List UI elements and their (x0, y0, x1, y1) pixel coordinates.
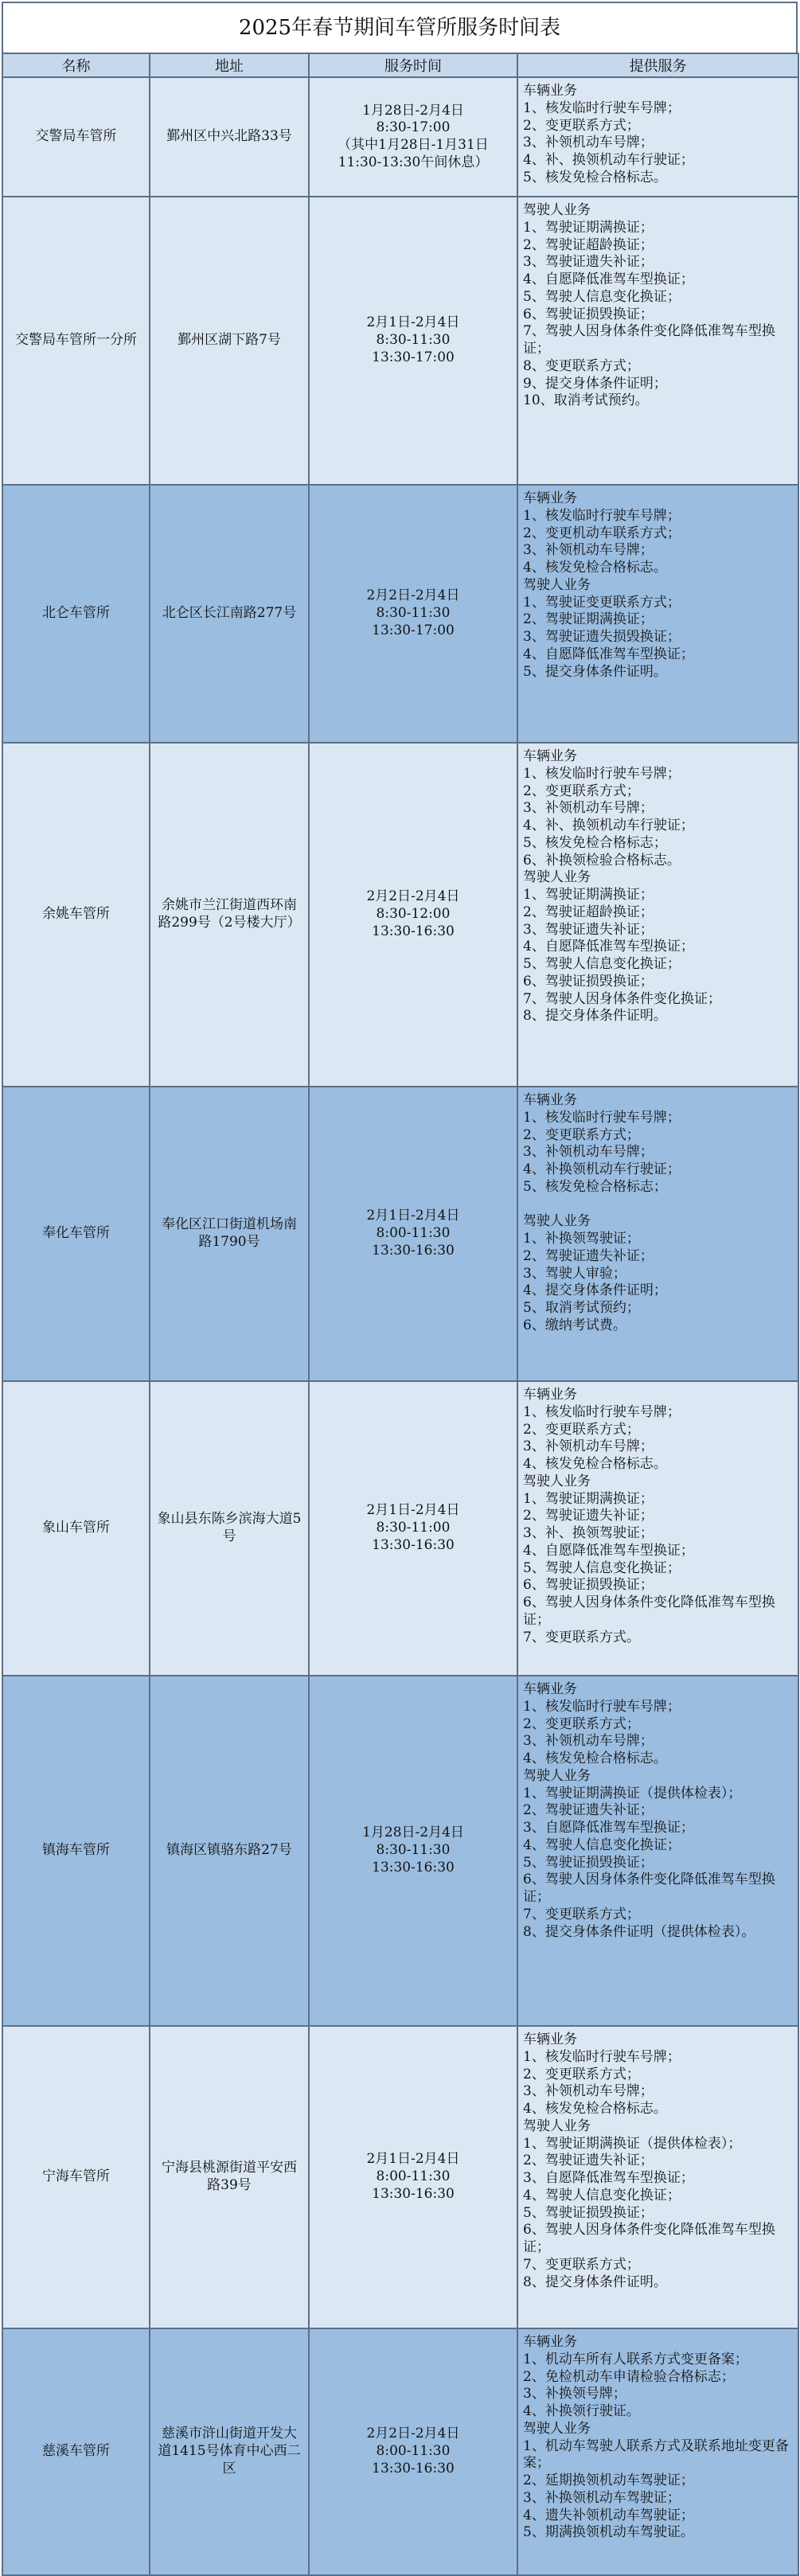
service-item: 1、补换领驾驶证； (523, 1231, 640, 1247)
table-row (2, 1087, 798, 1381)
service-item: 4、补换领机动车行驶证； (523, 1161, 681, 1177)
service-item: 5、驾驶证损毁换证； (523, 2204, 654, 2221)
service-item: 4、核发免检合格标志。 (523, 1751, 667, 1766)
hours-line: 13:30-17:00 (372, 349, 455, 365)
service-item: 驾驶人业务 (523, 2117, 591, 2134)
service-item: 车辆业务 (523, 1681, 577, 1697)
service-item: 3、补领机动车号牌； (523, 1144, 654, 1161)
service-item: 2、变更联系方式； (523, 117, 640, 134)
office-address: 北仑区长江南路277号 (150, 485, 309, 743)
office-name: 象山车管所 (2, 1381, 150, 1676)
service-item: 2、变更机动车联系方式； (523, 525, 681, 541)
service-hours (309, 197, 517, 485)
services-list (517, 2328, 798, 2575)
service-item: 1、核发临时行驶车号牌； (523, 100, 681, 116)
service-item: 5、期满换领机动车驾驶证。 (523, 2524, 694, 2541)
office-name: 宁海车管所 (2, 2026, 150, 2328)
service-item: 4、补、换领机动车行驶证； (523, 818, 694, 833)
service-item: 1、核发临时行驶车号牌； (523, 1698, 681, 1715)
table-row (2, 1381, 798, 1676)
service-item: 驾驶人业务 (523, 202, 591, 218)
header-services: 提供服务 (517, 53, 798, 77)
hours-line: 13:30-16:30 (372, 923, 455, 939)
service-hours (309, 1676, 517, 2026)
service-item: 8、提交身体条件证明（提供体检表）。 (523, 1923, 755, 1940)
service-item: 1、驾驶证变更联系方式； (523, 594, 681, 611)
service-item: 1、机动车驾驶人联系方式及联系地址变更备案； (523, 2437, 789, 2472)
service-item: 3、补领机动车号牌； (523, 1733, 654, 1750)
service-item: 3、补、换领驾驶证； (523, 1525, 654, 1541)
service-hours (309, 1087, 517, 1381)
service-item: 车辆业务 (523, 748, 577, 764)
service-item: 车辆业务 (523, 2032, 577, 2047)
table-row (2, 1676, 798, 2026)
header-address: 地址 (150, 53, 309, 77)
service-item: 1、核发临时行驶车号牌； (523, 1403, 681, 1420)
table-body (2, 77, 798, 2575)
hours-line: 8:00-11:30 (376, 1225, 451, 1242)
services-list (517, 485, 798, 743)
hours-line: 2月1日-2月4日 (366, 314, 460, 331)
service-item: 2、变更联系方式； (523, 1126, 640, 1143)
service-item: 3、补领机动车号牌； (523, 135, 654, 151)
services-list (517, 1087, 798, 1381)
office-name: 交警局车管所 (2, 77, 150, 197)
service-item: 3、自愿降低准驾车型换证； (523, 1820, 694, 1836)
service-item: 4、自愿降低准驾车型换证； (523, 939, 694, 955)
hours-line: 13:30-16:30 (372, 1536, 455, 1553)
office-name: 交警局车管所一分所 (2, 197, 150, 485)
table-row (2, 197, 798, 485)
hours-line: 13:30-16:30 (372, 2185, 455, 2202)
service-hours (309, 743, 517, 1087)
office-name: 余姚车管所 (2, 743, 150, 1087)
service-item: 4、驾驶人信息变化换证； (523, 2187, 681, 2203)
service-item: 3、补领机动车号牌； (523, 800, 654, 817)
hours-line: 1月28日-2月4日 (362, 102, 464, 119)
service-item: 5、核发免检合格标志。 (523, 169, 667, 185)
service-item: 2、变更联系方式； (523, 1421, 640, 1438)
service-item: 驾驶人业务 (523, 1473, 591, 1489)
service-item: 1、核发临时行驶车号牌； (523, 765, 681, 782)
service-hours (309, 485, 517, 743)
service-item (523, 1196, 793, 1214)
hours-line: （其中1月28日-1月31日 (338, 137, 489, 153)
office-address: 象山县东陈乡滨海大道5号 (150, 1381, 309, 1676)
hours-line: 8:00-11:30 (376, 2168, 451, 2185)
service-item: 3、补领机动车号牌； (523, 542, 654, 559)
services-list (517, 197, 798, 485)
service-item: 2、免检机动车申请检验合格标志； (523, 2368, 735, 2385)
service-item: 4、补换领行驶证。 (523, 2403, 640, 2419)
hours-line: 2月2日-2月4日 (366, 888, 460, 905)
service-item: 车辆业务 (523, 1092, 577, 1108)
service-item: 3、驾驶证遗失损毁换证； (523, 629, 681, 645)
service-item: 2、驾驶证遗失补证； (523, 2153, 654, 2169)
service-item: 8、提交身体条件证明。 (523, 1008, 667, 1025)
services-list (517, 1381, 798, 1676)
header-row (2, 53, 798, 77)
service-item: 5、取消考试预约； (523, 1300, 640, 1316)
service-item: 6、驾驶人因身体条件变化降低准驾车型换证； (523, 2222, 775, 2255)
service-item: 5、提交身体条件证明。 (523, 663, 667, 680)
office-address: 镇海区镇骆东路27号 (150, 1676, 309, 2026)
service-item: 5、驾驶人信息变化换证； (523, 1559, 681, 1576)
schedule-sheet (2, 2, 798, 2576)
hours-line: 8:30-11:30 (376, 1842, 451, 1859)
service-item: 1、机动车所有人联系方式变更备案； (523, 2351, 748, 2367)
service-item: 1、驾驶证期满换证； (523, 1490, 654, 1507)
office-address: 鄞州区湖下路7号 (150, 197, 309, 485)
hours-line: 13:30-17:00 (372, 622, 455, 638)
service-item: 2、变更联系方式； (523, 783, 640, 799)
hours-line: 8:30-11:30 (376, 332, 451, 349)
service-item: 4、提交身体条件证明； (523, 1282, 667, 1299)
service-item: 8、提交身体条件证明。 (523, 2274, 667, 2290)
service-item: 3、自愿降低准驾车型换证； (523, 2170, 694, 2186)
hours-line: 8:30-12:00 (376, 906, 451, 923)
hours-line: 2月1日-2月4日 (366, 1502, 460, 1519)
table-row (2, 2026, 798, 2328)
service-item: 车辆业务 (523, 490, 577, 506)
service-item: 1、驾驶证期满换证（提供体检表）； (523, 2135, 742, 2152)
service-item: 车辆业务 (523, 2334, 577, 2350)
service-item: 3、驾驶证遗失补证； (523, 254, 654, 271)
service-item: 1、驾驶证期满换证； (523, 887, 654, 903)
hours-line: 1月28日-2月4日 (362, 1825, 464, 1841)
service-item: 7、变更联系方式； (523, 2256, 640, 2273)
hours-line: 13:30-16:30 (372, 2460, 455, 2476)
service-item: 驾驶人业务 (523, 1767, 591, 1784)
office-address: 慈溪市浒山街道开发大道1415号体育中心西二区 (150, 2328, 309, 2575)
service-item: 6、补换领检验合格标志。 (523, 852, 681, 868)
service-item: 4、补、换领机动车行驶证； (523, 152, 694, 168)
service-item: 3、补换领号牌； (523, 2386, 626, 2402)
service-item: 3、补换领机动车驾驶证； (523, 2489, 681, 2506)
hours-line: 8:30-11:00 (376, 1520, 451, 1536)
service-item: 3、驾驶证遗失补证； (523, 921, 654, 938)
service-item: 驾驶人业务 (523, 2420, 591, 2437)
hours-line: 13:30-16:30 (372, 1242, 455, 1259)
service-item: 1、驾驶证期满换证； (523, 219, 654, 236)
services-list (517, 2026, 798, 2328)
service-item: 驾驶人业务 (523, 1213, 591, 1230)
office-address: 鄞州区中兴北路33号 (150, 77, 309, 197)
hours-line: 8:30-17:00 (376, 119, 451, 136)
service-item: 驾驶人业务 (523, 869, 591, 886)
hours-line: 11:30-13:30午间休息） (338, 154, 489, 170)
service-item: 2、驾驶证遗失补证； (523, 1508, 654, 1524)
service-hours (309, 77, 517, 197)
service-item: 6、驾驶证损毁换证； (523, 306, 654, 322)
service-item: 4、自愿降低准驾车型换证； (523, 646, 694, 662)
service-item: 5、驾驶人信息变化换证； (523, 288, 681, 305)
service-item: 4、核发免检合格标志。 (523, 560, 667, 576)
service-item: 6、驾驶证损毁换证； (523, 1577, 654, 1594)
services-list (517, 743, 798, 1087)
office-address: 宁海县桃源街道平安西路39号 (150, 2026, 309, 2328)
header-hours: 服务时间 (309, 53, 517, 77)
service-item: 2、变更联系方式； (523, 1715, 640, 1732)
table-row (2, 2328, 798, 2575)
service-item: 7、驾驶人因身体条件变化换证； (523, 990, 721, 1007)
service-item: 5、驾驶证损毁换证； (523, 1854, 654, 1871)
service-item: 4、自愿降低准驾车型换证； (523, 271, 694, 287)
service-item: 3、补领机动车号牌； (523, 2083, 654, 2100)
office-name: 奉化车管所 (2, 1087, 150, 1381)
hours-line: 2月2日-2月4日 (366, 587, 460, 604)
service-item: 车辆业务 (523, 1387, 577, 1403)
service-item: 车辆业务 (523, 83, 577, 99)
service-item: 8、变更联系方式； (523, 357, 640, 374)
service-item: 1、核发临时行驶车号牌； (523, 2048, 681, 2065)
office-name: 镇海车管所 (2, 1676, 150, 2026)
service-item: 5、驾驶人信息变化换证； (523, 956, 681, 972)
service-hours (309, 2026, 517, 2328)
service-item: 2、驾驶证超龄换证； (523, 236, 654, 253)
table-row (2, 743, 798, 1087)
office-name: 慈溪车管所 (2, 2328, 150, 2575)
service-item: 6、驾驶人因身体条件变化降低准驾车型换证； (523, 1594, 775, 1628)
service-item: 2、延期换领机动车驾驶证； (523, 2473, 694, 2488)
service-item: 2、驾驶证期满换证； (523, 611, 654, 628)
office-name: 北仑车管所 (2, 485, 150, 743)
service-item: 1、核发临时行驶车号牌； (523, 1109, 681, 1126)
service-item: 9、提交身体条件证明； (523, 375, 667, 392)
service-item: 1、核发临时行驶车号牌； (523, 507, 681, 524)
header-name: 名称 (2, 53, 150, 77)
service-item: 4、驾驶人信息变化换证； (523, 1836, 681, 1853)
service-item: 2、变更联系方式； (523, 2066, 640, 2082)
service-item: 7、变更联系方式； (523, 1906, 640, 1922)
service-item: 7、驾驶人因身体条件变化降低准驾车型换证； (523, 323, 775, 357)
hours-line: 8:30-11:30 (376, 605, 451, 622)
service-item: 4、核发免检合格标志。 (523, 1456, 667, 1472)
hours-line: 13:30-16:30 (372, 1859, 455, 1875)
service-item: 2、驾驶证遗失补证； (523, 1247, 654, 1264)
schedule-table (2, 53, 799, 2576)
office-address: 余姚市兰江街道西环南路299号（2号楼大厅） (150, 743, 309, 1087)
hours-line: 8:00-11:30 (376, 2443, 451, 2460)
service-item: 驾驶人业务 (523, 576, 591, 593)
service-item: 5、核发免检合格标志； (523, 834, 667, 851)
service-item: 3、补领机动车号牌； (523, 1438, 654, 1455)
hours-line: 2月1日-2月4日 (366, 1208, 460, 1224)
services-list (517, 77, 798, 197)
table-row (2, 77, 798, 197)
service-item: 6、驾驶证损毁换证； (523, 973, 654, 989)
service-item: 4、自愿降低准驾车型换证； (523, 1542, 694, 1559)
hours-line: 2月1日-2月4日 (366, 2151, 460, 2168)
table-title: 2025年春节期间车管所服务时间表 (2, 2, 798, 53)
service-item: 3、驾驶人审验； (523, 1265, 626, 1282)
service-item: 2、驾驶证超龄换证； (523, 904, 654, 920)
services-list (517, 1676, 798, 2026)
service-item: 10、取消考试预约。 (523, 392, 649, 409)
table-row (2, 485, 798, 743)
service-item: 6、缴纳考试费。 (523, 1317, 626, 1333)
service-hours (309, 2328, 517, 2575)
hours-line: 2月2日-2月4日 (366, 2426, 460, 2442)
service-item: 4、核发免检合格标志。 (523, 2101, 667, 2117)
service-item: 6、驾驶人因身体条件变化降低准驾车型换证； (523, 1872, 775, 1905)
service-item: 7、变更联系方式。 (523, 1629, 640, 1645)
service-item: 4、遗失补领机动车驾驶证； (523, 2507, 694, 2523)
service-item: 1、驾驶证期满换证（提供体检表）； (523, 1785, 742, 1801)
service-item: 2、驾驶证遗失补证； (523, 1802, 654, 1819)
office-address: 奉化区江口街道机场南路1790号 (150, 1087, 309, 1381)
service-hours (309, 1381, 517, 1676)
service-item: 5、核发免检合格标志； (523, 1178, 667, 1195)
